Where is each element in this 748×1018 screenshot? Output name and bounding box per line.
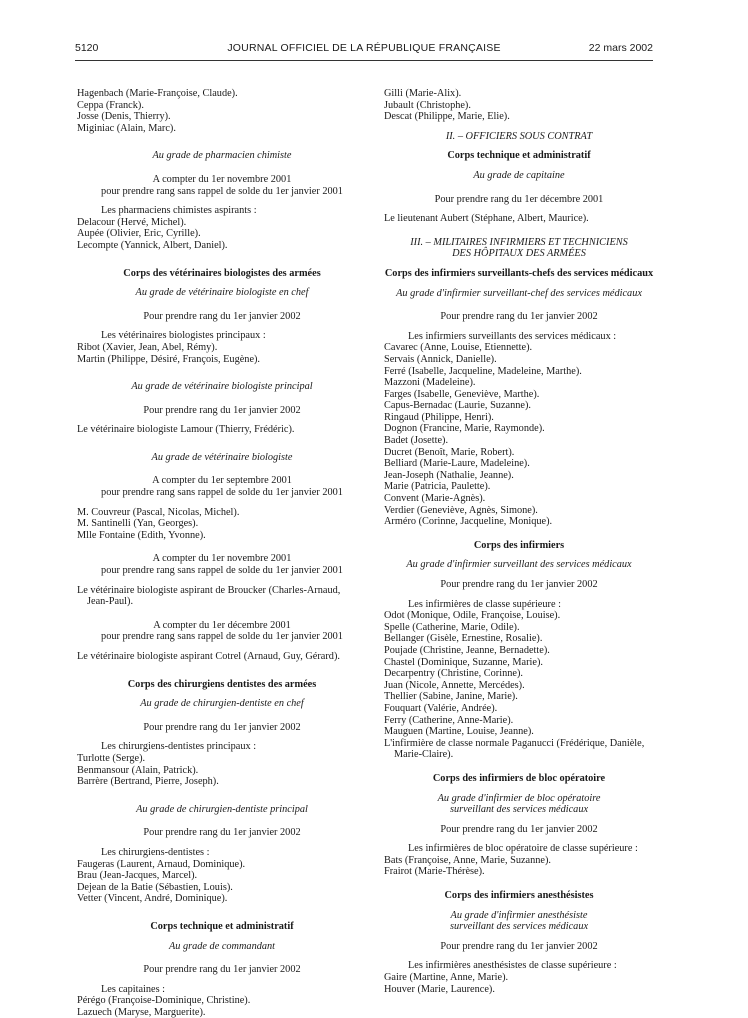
rank-clause: pour prendre rang sans rappel de solde du 1er janvier 2001 — [101, 487, 343, 499]
list-intro: Les capitaines : — [101, 983, 166, 995]
journal-title: JOURNAL OFFICIEL DE LA RÉPUBLIQUE FRANÇAISE — [227, 42, 501, 54]
list-intro: Les vétérinaires biologistes principaux : — [101, 330, 266, 342]
corps-heading: Corps technique et administratif — [447, 150, 591, 162]
name-entry-continued: Marie-Claire). — [394, 749, 454, 761]
right-column — [384, 88, 654, 995]
name-entry: Marie (Patricia, Paulette). — [384, 481, 491, 493]
name-entry: Martin (Philippe, Désiré, François, Eugène). — [77, 353, 261, 365]
rank-clause: pour prendre rang sans rappel de solde du 1er janvier 2001 — [101, 565, 343, 577]
name-entry: Jubault (Christophe). — [384, 99, 471, 111]
name-entry: Jean-Joseph (Nathalie, Jeanne). — [384, 469, 514, 481]
list-intro: Les infirmières de bloc opératoire de classe supérieure : — [408, 843, 638, 855]
name-entry: Ringaud (Philippe, Henri). — [384, 411, 494, 423]
name-entry: Servais (Annick, Danielle). — [384, 353, 497, 365]
corps-heading: Corps des infirmiers — [473, 539, 565, 551]
effective-date: Pour prendre rang du 1er janvier 2002 — [143, 721, 301, 733]
name-entry: Josse (Denis, Thierry). — [77, 111, 171, 123]
effective-date: Pour prendre rang du 1er janvier 2002 — [440, 940, 598, 952]
corps-heading: Corps des chirurgiens dentistes des armées — [127, 678, 317, 690]
name-entry: Vetter (Vincent, André, Dominique). — [77, 893, 228, 905]
page-header — [75, 42, 653, 58]
list-intro: Les chirurgiens-dentistes principaux : — [101, 741, 257, 753]
name-entry: Le lieutenant Aubert (Stéphane, Albert, Maurice). — [384, 213, 589, 225]
grade-heading: Au grade d'infirmier surveillant-chef des services médicaux — [396, 287, 642, 299]
effective-date: Pour prendre rang du 1er janvier 2002 — [143, 827, 301, 839]
name-entry: Capus-Bernadac (Laurie, Suzanne). — [384, 400, 531, 412]
effective-date: Pour prendre rang du 1er janvier 2002 — [143, 964, 301, 976]
header-rule — [75, 60, 653, 61]
name-entry: Dognon (Francine, Marie, Raymonde). — [384, 423, 545, 435]
name-entry: Le vétérinaire biologiste aspirant Cotrel (Arnaud, Guy, Gérard). — [77, 651, 340, 662]
name-entry: Ribot (Xavier, Jean, Abel, Rémy). — [77, 341, 218, 353]
effective-date: Pour prendre rang du 1er janvier 2002 — [440, 823, 598, 835]
grade-heading: Au grade de commandant — [168, 940, 276, 952]
rank-clause: pour prendre rang sans rappel de solde du 1er janvier 2001 — [101, 185, 343, 197]
name-entry: Ferré (Isabelle, Jacqueline, Madeleine, Marthe). — [384, 365, 582, 377]
name-entry: Ducret (Benoît, Marie, Robert). — [384, 446, 515, 458]
effective-date: A compter du 1er septembre 2001 — [152, 475, 292, 487]
name-entry: Le vétérinaire biologiste Lamour (Thierry, Frédéric). — [77, 424, 295, 436]
name-entry: Aupée (Olivier, Eric, Cyrille). — [77, 228, 201, 240]
name-entry: Bats (Françoise, Anne, Marie, Suzanne). — [384, 854, 551, 866]
name-entry: Ferry (Catherine, Anne-Marie). — [384, 714, 514, 726]
grade-heading: Au grade de capitaine — [473, 169, 565, 181]
name-entry: L'infirmière de classe normale Paganucci (Frédérique, Danièle, — [384, 737, 645, 749]
effective-date: Pour prendre rang du 1er janvier 2002 — [143, 404, 301, 416]
name-entry: Farges (Isabelle, Geneviève, Marthe). — [384, 388, 540, 400]
effective-date: Pour prendre rang du 1er janvier 2002 — [440, 311, 598, 323]
grade-heading: Au grade d'infirmier surveillant des services médicaux — [406, 559, 632, 571]
name-entry: Houver (Marie, Laurence). — [384, 983, 495, 995]
effective-date: Pour prendre rang du 1er décembre 2001 — [434, 193, 604, 205]
name-entry: Juan (Nicole, Annette, Mercédes). — [384, 679, 525, 691]
section-heading: III. – MILITAIRES INFIRMIERS ET TECHNICIENS — [410, 236, 628, 248]
name-entry: Hagenbach (Marie-Françoise, Claude). — [77, 88, 238, 99]
grade-heading-continued: surveillant des services médicaux — [449, 804, 589, 816]
effective-date: Pour prendre rang du 1er janvier 2002 — [143, 310, 301, 322]
grade-heading: Au grade de vétérinaire biologiste principal — [131, 381, 313, 393]
name-entry: Poujade (Christine, Jeanne, Bernadette). — [384, 644, 550, 656]
name-entry: Chastel (Dominique, Suzanne, Marie). — [384, 656, 543, 668]
name-entry: Convent (Marie-Agnès). — [384, 493, 486, 505]
name-entry: Badet (Josette). — [384, 435, 449, 447]
name-entry: Dejean de la Batie (Sébastien, Louis). — [77, 881, 233, 893]
name-entry: Benmansour (Alain, Patrick). — [77, 764, 199, 776]
corps-heading: Corps des infirmiers anesthésistes — [444, 890, 594, 902]
effective-date: Pour prendre rang du 1er janvier 2002 — [440, 579, 598, 590]
name-entry: M. Santinelli (Yan, Georges). — [77, 518, 199, 530]
effective-date: A compter du 1er novembre 2001 — [152, 173, 292, 185]
name-entry: Spelle (Catherine, Marie, Odile). — [384, 621, 520, 633]
name-entry: Bellanger (Gisèle, Ernestine, Rosalie). — [384, 633, 543, 645]
name-entry-continued: Jean-Paul). — [87, 596, 134, 608]
list-intro: Les infirmières anesthésistes de classe supérieure : — [408, 960, 617, 972]
rank-clause: pour prendre rang sans rappel de solde du 1er janvier 2001 — [101, 631, 343, 643]
name-entry: Delacour (Hervé, Michel). — [77, 216, 187, 228]
grade-heading-continued: surveillant des services médicaux — [449, 921, 589, 933]
corps-heading: Corps des infirmiers de bloc opératoire — [432, 772, 606, 784]
name-entry: Faugeras (Laurent, Arnaud, Dominique). — [77, 858, 246, 870]
list-intro: Les infirmières de classe supérieure : — [408, 598, 561, 610]
grade-heading: Au grade de chirurgien-dentiste en chef — [140, 698, 304, 710]
name-entry: Belliard (Marie-Laure, Madeleine). — [384, 458, 530, 470]
name-entry: Thellier (Sabine, Janine, Marie). — [384, 691, 518, 703]
name-entry: Lazuech (Maryse, Marguerite). — [77, 1006, 206, 1018]
name-entry: Le vétérinaire biologiste aspirant de Broucker (Charles-Arnaud, — [77, 584, 341, 596]
name-entry: Brau (Jean-Jacques, Marcel). — [77, 870, 198, 882]
list-intro: Les pharmaciens chimistes aspirants : — [101, 205, 257, 217]
name-entry: Fouquart (Valérie, Andrée). — [384, 702, 498, 714]
name-entry: Gaire (Martine, Anne, Marie). — [384, 972, 509, 984]
name-entry: Descat (Philippe, Marie, Elie). — [384, 111, 510, 123]
page-number: 5120 — [75, 42, 99, 54]
corps-heading: Corps des infirmiers surveillants-chefs des services médicaux — [384, 267, 654, 279]
effective-date: A compter du 1er novembre 2001 — [152, 553, 292, 565]
name-entry: Cavarec (Anne, Louise, Etiennette). — [384, 342, 533, 354]
effective-date: A compter du 1er décembre 2001 — [153, 619, 291, 631]
name-entry: Decarpentry (Christine, Corinne). — [384, 668, 523, 680]
name-entry: Gilli (Marie-Alix). — [384, 88, 462, 99]
name-entry: Lecompte (Yannick, Albert, Daniel). — [77, 239, 228, 251]
section-heading: II. – OFFICIERS SOUS CONTRAT — [445, 130, 593, 142]
name-entry: Ceppa (Franck). — [77, 99, 144, 111]
name-entry: Mlle Fontaine (Edith, Yvonne). — [77, 529, 206, 541]
grade-heading: Au grade de vétérinaire biologiste en chef — [135, 287, 309, 299]
left-column — [77, 88, 367, 1018]
issue-date: 22 mars 2002 — [588, 42, 653, 54]
name-entry: Arméro (Corinne, Jacqueline, Monique). — [384, 516, 553, 528]
name-entry: Odot (Monique, Odile, Françoise, Louise). — [384, 610, 561, 622]
section-heading-continued: DES HÔPITAUX DES ARMÉES — [452, 248, 586, 260]
name-entry: Miginiac (Alain, Marc). — [77, 122, 176, 134]
name-entry: Pérégo (Françoise-Dominique, Christine). — [77, 995, 251, 1007]
grade-heading: Au grade de pharmacien chimiste — [152, 150, 292, 162]
name-entry: Verdier (Geneviève, Agnès, Simone). — [384, 504, 538, 516]
grade-heading: Au grade d'infirmier anesthésiste — [450, 909, 588, 921]
list-intro: Les chirurgiens-dentistes : — [101, 846, 210, 858]
list-intro: Les infirmiers surveillants des services médicaux : — [408, 330, 617, 342]
name-entry: M. Couvreur (Pascal, Nicolas, Michel). — [77, 506, 240, 518]
name-entry: Mazzoni (Madeleine). — [384, 377, 476, 389]
grade-heading: Au grade de chirurgien-dentiste principal — [136, 803, 308, 815]
grade-heading: Au grade de vétérinaire biologiste — [151, 451, 293, 463]
name-entry: Frairot (Marie-Thérèse). — [384, 866, 485, 878]
name-entry: Barrère (Bertrand, Pierre, Joseph). — [77, 776, 219, 788]
grade-heading: Au grade d'infirmier de bloc opératoire — [437, 792, 601, 804]
corps-heading: Corps des vétérinaires biologistes des armées — [123, 267, 321, 279]
name-entry: Mauguen (Martine, Louise, Jeanne). — [384, 726, 534, 738]
name-entry: Turlotte (Serge). — [77, 752, 146, 764]
corps-heading: Corps technique et administratif — [150, 920, 294, 932]
